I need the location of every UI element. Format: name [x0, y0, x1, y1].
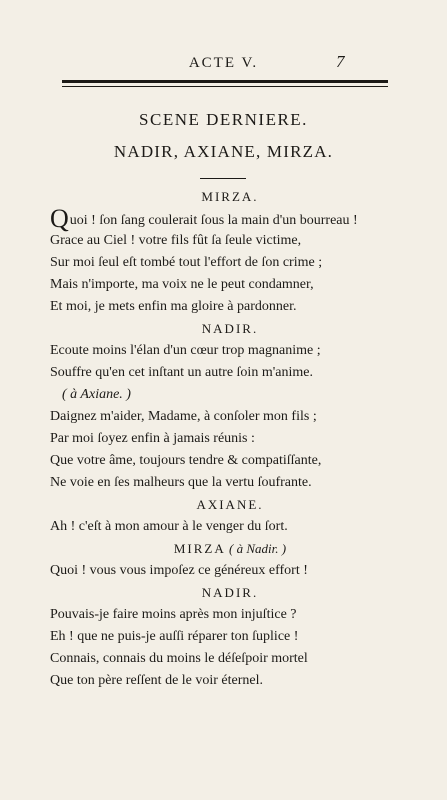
verse-line: Souffre qu'en cet inſtant un autre ſoin m'anime.	[50, 365, 313, 380]
speaker-mirza-to-nadir	[50, 538, 410, 560]
stage-close: )	[122, 387, 131, 402]
verse-line: Quoi ! vous vous impoſez ce généreux effort !	[50, 563, 308, 578]
scene-title: SCENE DERNIERE.	[139, 110, 308, 129]
speaker-name: MIRZA	[173, 541, 226, 556]
stage-name: Axiane.	[80, 387, 123, 402]
verse-line-text: uoi ! ſon ſang coulerait ſous la main d'un bourreau !	[69, 213, 358, 228]
verse-line: Et moi, je mets enfin ma gloire à pardonner.	[50, 299, 297, 314]
header-rule-thick	[62, 80, 388, 83]
page-number: 7	[336, 52, 345, 71]
stage-open: ( à	[225, 541, 247, 556]
speaker-nadir: NADIR.	[201, 321, 259, 336]
drop-cap: Q	[50, 204, 69, 233]
stage-direction	[50, 384, 410, 406]
verse-line: Mais n'importe, ma voix ne le peut condamner,	[50, 277, 314, 292]
speaker-nadir: NADIR.	[201, 585, 259, 600]
stage-close: )	[278, 541, 287, 556]
stage-open: ( à	[62, 387, 81, 402]
play-text	[50, 186, 410, 692]
running-head: ACTE V.	[188, 55, 259, 71]
verse-line: Eh ! que ne puis-je auſſi réparer ton ſuplice !	[50, 629, 299, 644]
scene-characters: NADIR, AXIANE, MIRZA.	[113, 142, 334, 161]
verse-line: Daignez m'aider, Madame, à conſoler mon fils ;	[50, 409, 317, 424]
verse-line: Ecoute moins l'élan d'un cœur trop magnanime ;	[50, 343, 321, 358]
verse-line: Pouvais-je faire moins après mon injuſtice ?	[50, 607, 297, 622]
verse-line: Connais, connais du moins le déſeſpoir mortel	[50, 651, 308, 666]
verse-line: Ah ! c'eſt à mon amour à le venger du ſort.	[50, 519, 288, 534]
verse-line: Grace au Ciel ! votre fils fût ſa ſeule victime,	[50, 233, 302, 248]
verse-line: Sur moi ſeul eſt tombé tout l'effort de ſon crime ;	[50, 255, 323, 270]
verse-line: Ne voie en ſes malheurs que la vertu ſoufrante.	[50, 475, 312, 490]
verse-line: Que ton père reſſent de le voir éternel.	[50, 673, 264, 688]
verse-line	[50, 204, 410, 233]
stage-name: Nadir.	[246, 541, 279, 556]
verse-line: Que votre âme, toujours tendre & compatiſſante,	[50, 453, 322, 468]
header-rule-thin	[62, 86, 388, 87]
title-divider	[200, 178, 246, 179]
speaker-axiane: AXIANE.	[196, 497, 264, 512]
speaker-mirza: MIRZA.	[201, 189, 259, 204]
verse-line: Par moi ſoyez enfin à jamais réunis :	[50, 431, 255, 446]
